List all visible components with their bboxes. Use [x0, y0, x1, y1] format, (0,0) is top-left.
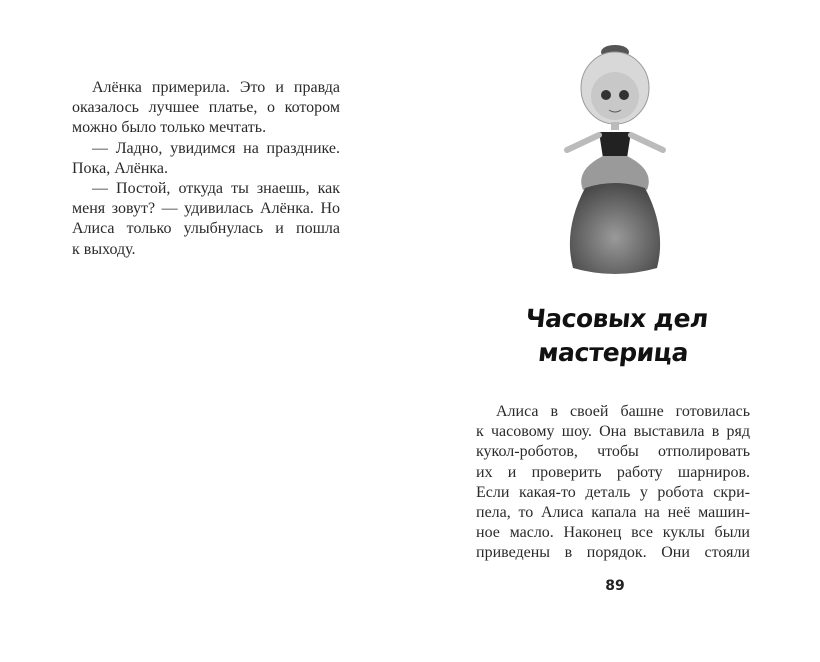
- text-line: приведены в порядок. Они стояли: [476, 544, 750, 562]
- text-line: Если какая-то деталь у робота скри-: [476, 483, 750, 501]
- text-line: кукол-роботов, чтобы отполировать: [476, 443, 750, 461]
- text-line: меня зовут? — удивилась Алёнка. Но: [72, 200, 340, 218]
- text-line: пела, то Алиса капала на неё машин-: [476, 503, 750, 521]
- text-line: к часовому шоу. Она выставила в ряд: [476, 423, 750, 441]
- text-line: их и проверить работу шарниров.: [476, 463, 750, 481]
- chapter-title-line: мастерица: [536, 338, 690, 367]
- text-line: оказалось лучшее платье, о котором: [72, 99, 340, 117]
- text-line: Алёнка примерила. Это и правда: [92, 79, 340, 96]
- text-line: Пока, Алёнка.: [72, 159, 169, 177]
- text-line: — Ладно, увидимся на празднике.: [92, 139, 340, 157]
- text-line: к выходу.: [72, 240, 136, 258]
- chapter-title-line: Часовых дел: [524, 304, 710, 333]
- right-page-text: [476, 402, 750, 564]
- text-line: Алиса только улыбнулась и пошла: [72, 220, 340, 238]
- chapter-title: [466, 302, 763, 370]
- text-line: ное масло. Наконец все куклы были: [476, 524, 750, 542]
- doll-illustration: [545, 40, 685, 280]
- left-page-text: [72, 78, 340, 260]
- text-line: можно было только мечтать.: [72, 119, 267, 137]
- page-number: 89: [605, 578, 625, 594]
- text-line: Алиса в своей башне готовилась: [496, 403, 750, 420]
- text-line: — Постой, откуда ты знаешь, как: [92, 179, 340, 197]
